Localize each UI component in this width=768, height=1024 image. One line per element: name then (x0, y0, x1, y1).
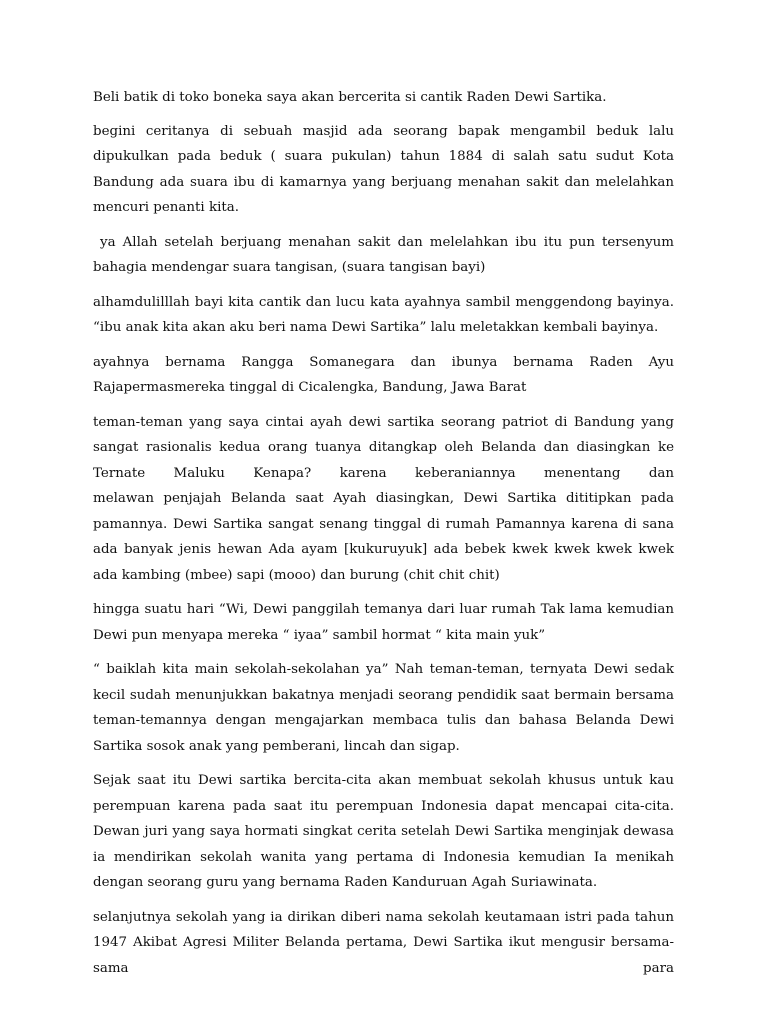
paragraph-9: Sejak saat itu Dewi sartika bercita-cita akan membuat sekolah khusus untuk kau perempuan karena pada saat itu perempuan Indonesia dapat mencapai cita-cita. Dewan juri yang saya hormati singkat cerita setelah Dewi Sartika menginjak dewasa ia mendirikan sekolah wanita yang pertama di Indonesia kemudian Ia menikah dengan seorang guru yang bernama Raden Kanduruan Agah Suriawinata. (93, 773, 674, 890)
paragraph-8: “ baiklah kita main sekolah-sekolahan ya” Nah teman-teman, ternyata Dewi sedak kecil sudah menunjukkan bakatnya menjadi seorang pendidik saat bermain bersama teman-temannya dengan mengajarkan membaca tulis dan bahasa Belanda Dewi Sartika sosok anak yang pemberani, lincah dan sigap. (93, 662, 674, 754)
paragraph-3: ya Allah setelah berjuang menahan sakit dan melelahkan ibu itu pun tersenyum bahagia mendengar suara tangisan, (suara tangisan bayi) (93, 234, 679, 275)
paragraph-5: ayahnya bernama Rangga Somanegara dan ibunya bernama Raden Ayu Rajapermasmereka tinggal di Cicalengka, Bandung, Jawa Barat (93, 354, 674, 395)
paragraph-4: alhamdulilllah bayi kita cantik dan lucu kata ayahnya sambil menggendong bayinya. “ibu anak kita akan aku beri nama Dewi Sartika” lalu meletakkan kembali bayinya. (93, 294, 674, 335)
paragraph-1: Beli batik di toko boneka saya akan bercerita si cantik Raden Dewi Sartika. (93, 90, 607, 105)
paragraph-7: hingga suatu hari “Wi, Dewi panggilah temanya dari luar rumah Tak lama kemudian Dewi pun menyapa mereka “ iyaa” sambil hormat “ kita main yuk” (93, 602, 674, 643)
paragraph-6-line-a: teman-teman yang saya cintai ayah dewi sartika seorang patriot di Bandung yang sangat rasionalis kedua orang tuanya ditangkap oleh Belanda dan diasingkan ke Ternate Maluku Kenapa? karena keberaniannya menentang dan (93, 414, 674, 481)
paragraph-6 (93, 410, 674, 589)
paragraph-6-line-b: melawan penjajah Belanda saat Ayah diasingkan, Dewi Sartika dititipkan pada pamannya. Dewi Sartika sangat senang tinggal di rumah Pamannya karena di sana ada banyak jenis hewan Ada ayam [kukuruyuk] ada bebek kwek kwek kwek kwek ada kambing (mbee) sapi (mooo) dan burung (chit chit chit) (93, 491, 674, 583)
paragraph-2: begini ceritanya di sebuah masjid ada seorang bapak mengambil beduk lalu dipukulkan pada beduk ( suara pukulan) tahun 1884 di salah satu sudut Kota Bandung ada suara ibu di kamarnya yang berjuang menahan sakit dan melelahkan mencuri penanti kita. (93, 123, 674, 215)
paragraph-10: selanjutnya sekolah yang ia dirikan diberi nama sekolah keutamaan istri pada tahun 1947 Akibat Agresi Militer Belanda pertama, Dewi Sartika ikut mengusir bersama-sama para (93, 909, 674, 976)
document-body (93, 85, 679, 990)
